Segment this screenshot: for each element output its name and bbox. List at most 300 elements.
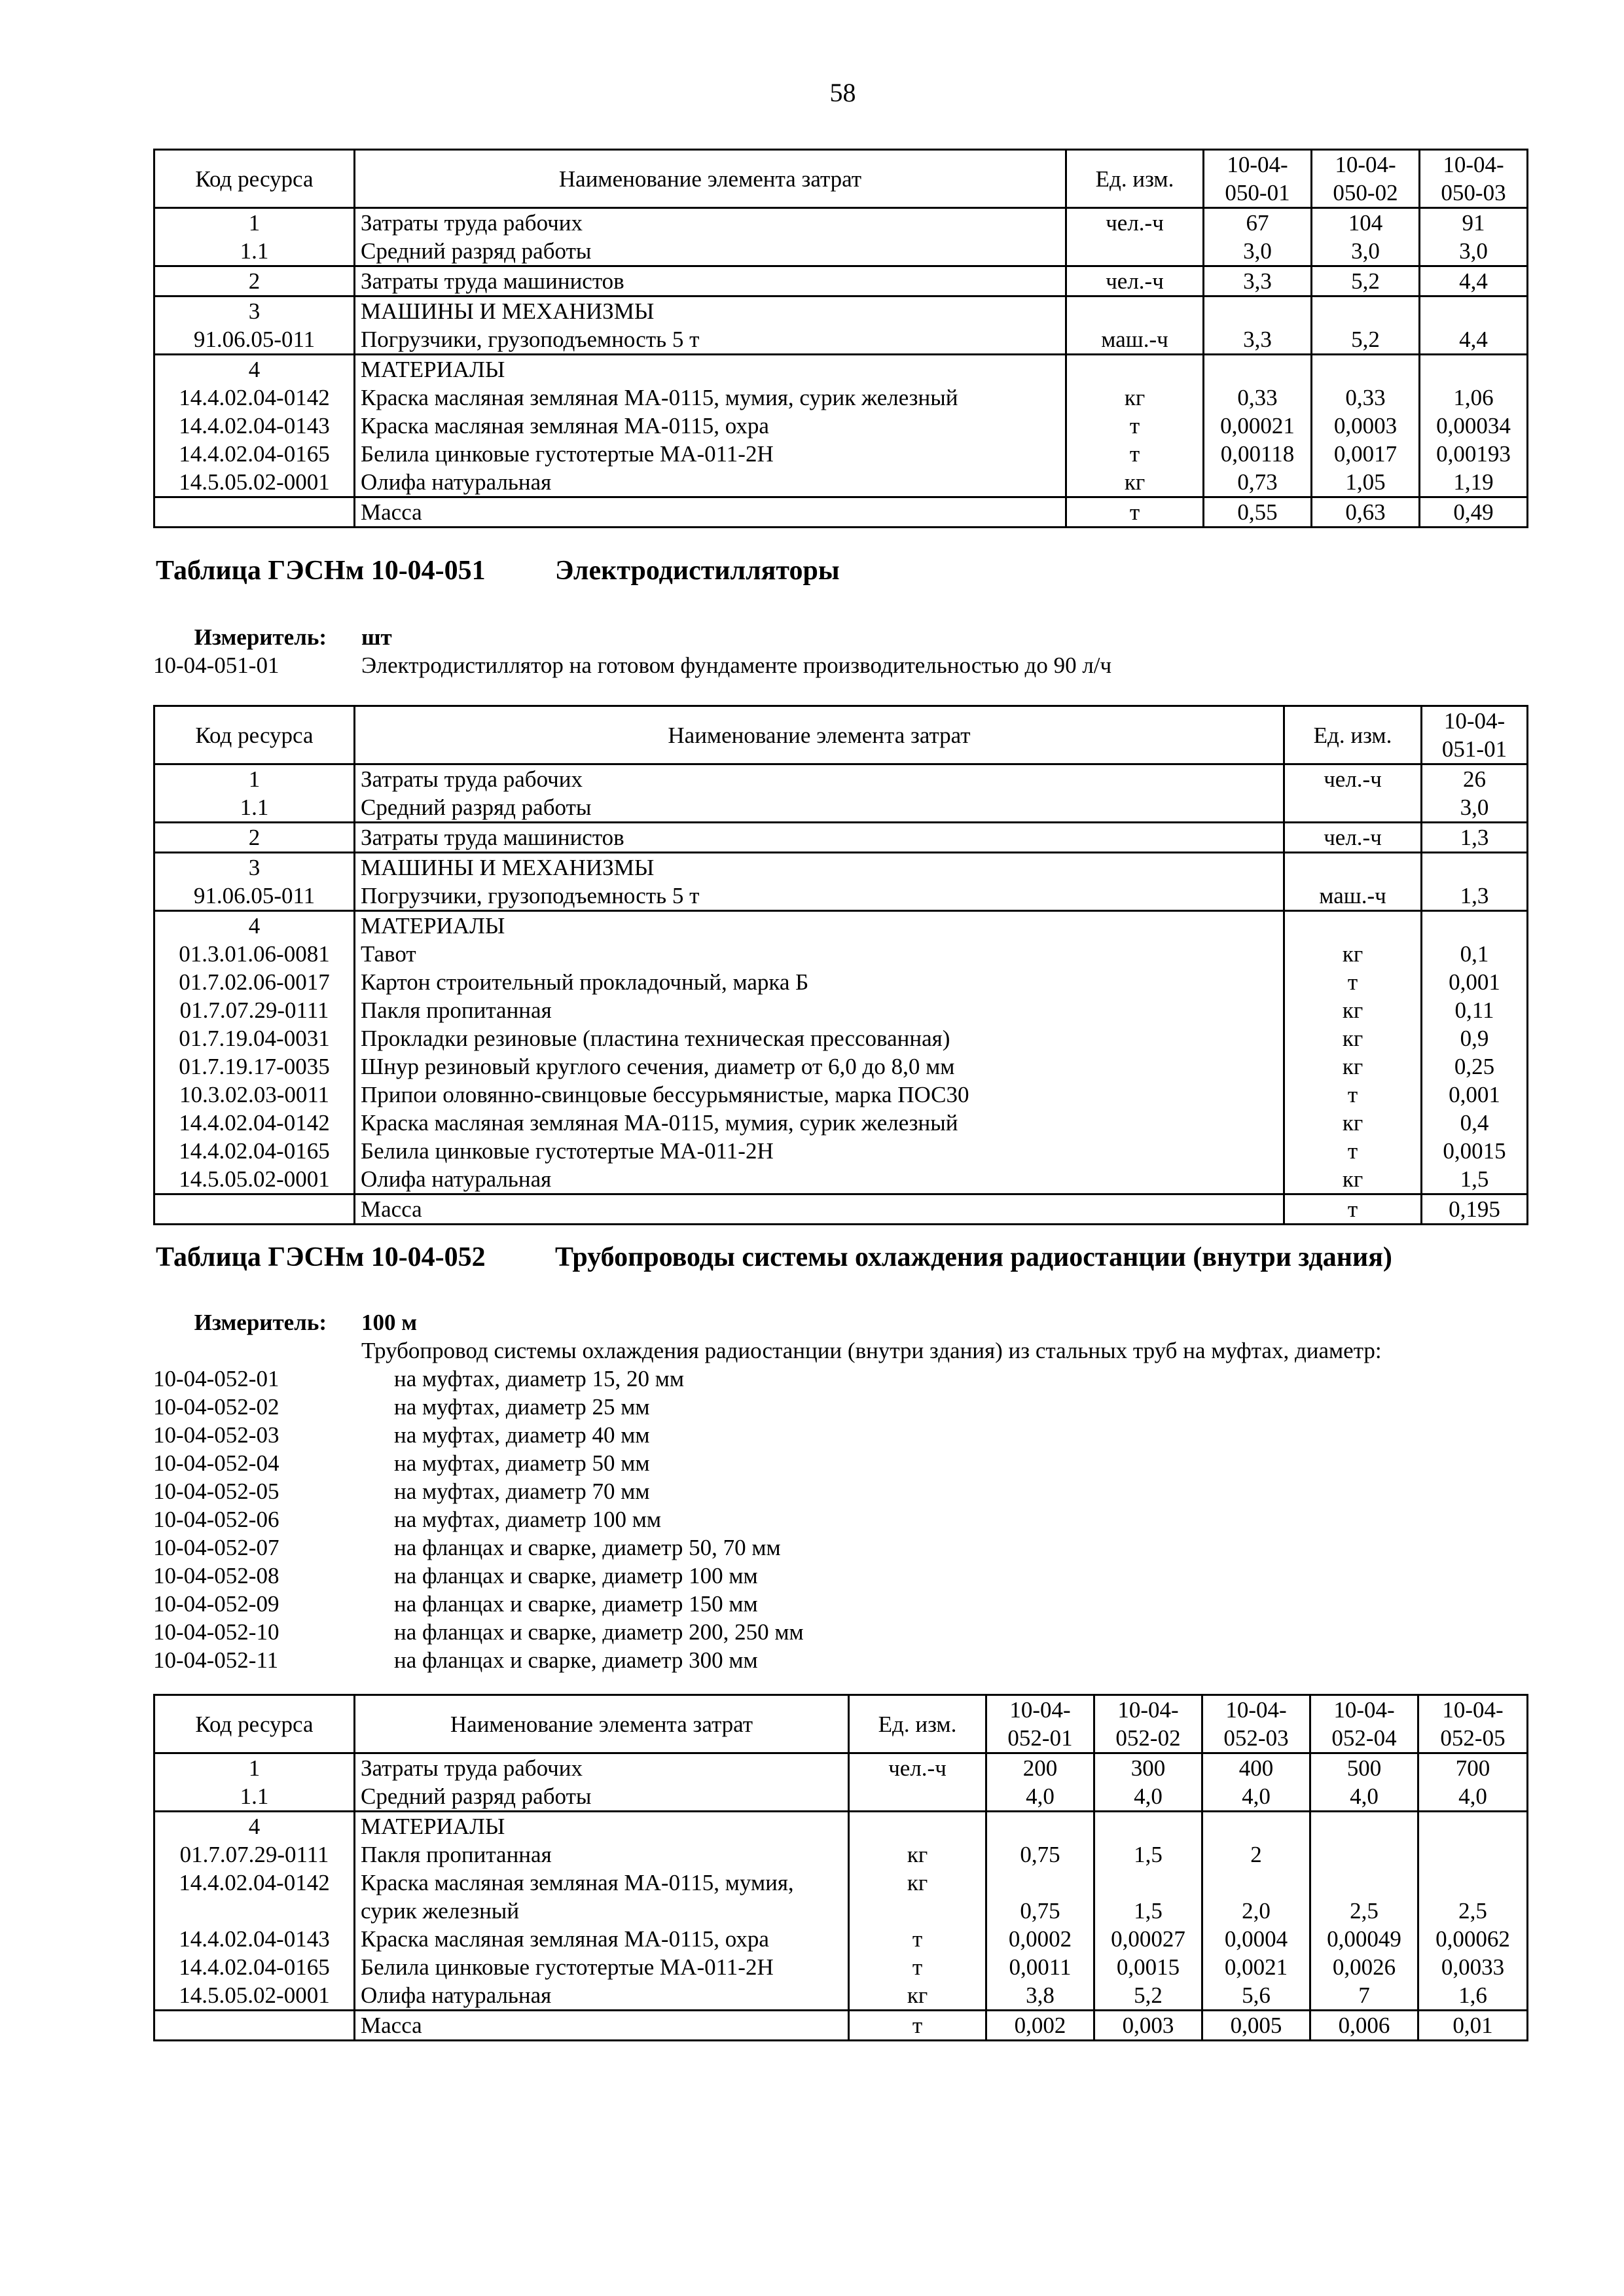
resource-code: 01.7.07.29-0111 [154,996,355,1024]
resource-value: 3,0 [1312,237,1420,266]
item-text: на фланцах и сварке, диаметр 200, 250 мм [394,1619,804,1645]
resource-unit [1066,237,1204,266]
resource-code: 14.5.05.02-0001 [154,1165,355,1194]
resource-value: 500 [1310,1753,1418,1783]
resource-unit: т [1066,440,1204,468]
header-col-10-04-050-01: 10-04- 050-01 [1204,150,1312,208]
resource-value: 0,63 [1312,497,1420,528]
resource-value: 0,0004 [1202,1925,1310,1953]
table-header-row [154,1695,1528,1753]
resource-unit: кг [1284,1109,1422,1137]
resource-value: 4,4 [1420,325,1528,355]
resource-value: 5,6 [1202,1981,1310,2011]
resource-value [986,1812,1094,1841]
resource-value: 0,49 [1420,497,1528,528]
resource-value: 67 [1204,208,1312,238]
resource-value: 2,0 [1202,1869,1310,1925]
resource-unit: т [1284,1137,1422,1165]
resource-value: 0,73 [1204,468,1312,497]
list-item [153,1393,1382,1421]
resource-value: 0,1 [1422,940,1528,968]
meter-label: Измеритель: [194,1310,327,1335]
resource-value: 3,8 [986,1981,1094,2011]
resource-value: 0,75 [986,1869,1094,1925]
resource-name: Припои оловянно-свинцовые бессурьмянистые, марка ПОС30 [355,1081,1284,1109]
resource-value: 0,006 [1310,2011,1418,2041]
resource-value [1094,1812,1202,1841]
item-code: 10-04-052-04 [153,1450,280,1476]
table-row [154,968,1528,996]
resource-code: 4 [154,911,355,941]
resource-code: 91.06.05-011 [154,882,355,911]
table-row [154,1840,1528,1869]
table-row [154,468,1528,497]
table-row [154,911,1528,941]
resource-value [1418,1812,1528,1841]
table-row [154,412,1528,440]
resource-value: 1,5 [1094,1840,1202,1869]
resource-value: 0,4 [1422,1109,1528,1137]
resource-name: МАТЕРИАЛЫ [355,1812,849,1841]
resource-code: 4 [154,355,355,384]
resource-name: МАТЕРИАЛЫ [355,911,1284,941]
resource-value: 2,5 [1418,1869,1528,1925]
resource-name: Затраты труда рабочих [355,1753,849,1783]
table-row [154,1024,1528,1052]
item-code: 10-04-052-02 [153,1394,280,1420]
resource-value: 7 [1310,1981,1418,2011]
resource-code: 14.4.02.04-0143 [154,1925,355,1953]
resource-code: 01.7.07.29-0111 [154,1840,355,1869]
resource-value: 0,0026 [1310,1953,1418,1981]
resource-name: Пакля пропитанная [355,996,1284,1024]
resource-name: Шнур резиновый круглого сечения, диаметр от 6,0 до 8,0 мм [355,1052,1284,1081]
resource-value: 5,2 [1094,1981,1202,2011]
item-code: 10-04-052-07 [153,1535,280,1560]
resource-name: Краска масляная земляная МА-0115, мумия, сурик железный [355,384,1066,412]
resource-name: Олифа натуральная [355,1165,1284,1194]
header-col-10-04-052-05: 10-04- 052-05 [1418,1695,1528,1753]
resource-value: 0,00062 [1418,1925,1528,1953]
resource-name: Средний разряд работы [355,793,1284,823]
resource-name: Пакля пропитанная [355,1840,849,1869]
meter-value: 100 м [361,1310,418,1335]
header-unit: Ед. изм. [1066,150,1204,208]
list-item [153,1590,1382,1618]
resource-value [1422,853,1528,882]
resource-unit [1066,296,1204,326]
resource-code: 14.4.02.04-0143 [154,412,355,440]
item-code: 10-04-052-08 [153,1563,280,1588]
meter-description: Трубопровод системы охлаждения радиостанции (внутри здания) из стальных труб на муфтах, диаметр: [361,1338,1382,1363]
resource-value: 0,00118 [1204,440,1312,468]
list-item [153,1534,1382,1562]
resource-value: 1,3 [1422,823,1528,853]
table-number: Таблица ГЭСНм 10-04-051 [156,556,486,586]
table-row [154,208,1528,238]
header-col-10-04-052-03: 10-04- 052-03 [1202,1695,1310,1753]
resource-unit: маш.-ч [1284,882,1422,911]
resource-value: 3,3 [1204,266,1312,296]
resource-name: Картон строительный прокладочный, марка Б [355,968,1284,996]
resource-value: 0,75 [986,1840,1094,1869]
item-text: на фланцах и сварке, диаметр 50, 70 мм [394,1535,781,1560]
item-text: на муфтах, диаметр 15, 20 мм [394,1366,685,1391]
table-number: Таблица ГЭСНм 10-04-052 [156,1242,486,1272]
resource-name: Олифа натуральная [355,468,1066,497]
resource-code: 91.06.05-011 [154,325,355,355]
resource-code [154,2011,355,2041]
resource-value: 0,01 [1418,2011,1528,2041]
header-code: Код ресурса [154,1695,355,1753]
resource-value: 0,00193 [1420,440,1528,468]
header-col-10-04-052-04: 10-04- 052-04 [1310,1695,1418,1753]
resource-code: 01.7.19.17-0035 [154,1052,355,1081]
page-number: 58 [829,78,856,107]
table-row [154,1081,1528,1109]
resource-code: 14.4.02.04-0165 [154,1953,355,1981]
resource-name: МАШИНЫ И МЕХАНИЗМЫ [355,296,1066,326]
table-row [154,853,1528,882]
resource-unit: т [849,2011,986,2041]
resource-unit: т [1284,968,1422,996]
resource-value: 4,4 [1420,266,1528,296]
resource-value: 0,11 [1422,996,1528,1024]
resource-code: 14.5.05.02-0001 [154,1981,355,2011]
resource-code: 14.4.02.04-0165 [154,440,355,468]
table-row [154,384,1528,412]
resource-value: 0,00021 [1204,412,1312,440]
resource-value [1422,911,1528,941]
resource-value: 4,0 [986,1782,1094,1812]
table-row [154,996,1528,1024]
resource-name: Погрузчики, грузоподъемность 5 т [355,325,1066,355]
header-name: Наименование элемента затрат [355,1695,849,1753]
resource-code: 2 [154,823,355,853]
list-item [153,1505,1382,1534]
resource-value: 104 [1312,208,1420,238]
resource-name: МАШИНЫ И МЕХАНИЗМЫ [355,853,1284,882]
item-text: на фланцах и сварке, диаметр 100 мм [394,1563,758,1588]
resource-value: 0,0011 [986,1953,1094,1981]
resource-unit: кг [1284,996,1422,1024]
table-row [154,1194,1528,1225]
resource-name: Средний разряд работы [355,1782,849,1812]
resource-value: 0,0002 [986,1925,1094,1953]
header-code: Код ресурса [154,706,355,764]
resource-value [1204,355,1312,384]
resource-code: 01.3.01.06-0081 [154,940,355,968]
list-item: 10-04-051-01 Электродистиллятор на готовом фундаменте производительностью до 90 л/ч [153,653,1112,678]
item-code: 10-04-052-06 [153,1507,280,1532]
resource-code: 4 [154,1812,355,1841]
resource-value: 0,25 [1422,1052,1528,1081]
resource-value: 0,00049 [1310,1925,1418,1953]
header-code: Код ресурса [154,150,355,208]
resource-value: 1,5 [1094,1869,1202,1925]
list-item [153,1646,1382,1674]
resource-name: Масса [355,497,1066,528]
resource-code [154,497,355,528]
resource-unit [1284,853,1422,882]
table-header-row [154,706,1528,764]
item-text: на фланцах и сварке, диаметр 150 мм [394,1591,758,1617]
table-row [154,1981,1528,2011]
resource-value: 4,0 [1418,1782,1528,1812]
resource-unit: т [849,1925,986,1953]
resource-unit: кг [1284,1024,1422,1052]
resource-value: 2,5 [1310,1869,1418,1925]
resource-value: 0,0003 [1312,412,1420,440]
list-item [153,1421,1382,1449]
resource-code: 01.7.19.04-0031 [154,1024,355,1052]
resource-code: 14.5.05.02-0001 [154,468,355,497]
resource-value [1202,1812,1310,1841]
resource-value: 300 [1094,1753,1202,1783]
resource-code: 3 [154,853,355,882]
resource-value: 26 [1422,764,1528,794]
resource-value [1418,1840,1528,1869]
resource-name: Белила цинковые густотертые МА-011-2Н [355,440,1066,468]
resource-value: 1,6 [1418,1981,1528,2011]
table-row [154,296,1528,326]
resource-value [1310,1840,1418,1869]
resource-value: 1,06 [1420,384,1528,412]
table-row [154,325,1528,355]
resource-unit: т [1284,1081,1422,1109]
resource-code: 1 [154,764,355,794]
resource-value [1204,296,1312,326]
table-row [154,1925,1528,1953]
table-row [154,237,1528,266]
resource-code: 1 [154,208,355,238]
resource-value: 0,0017 [1312,440,1420,468]
resource-code: 2 [154,266,355,296]
table-row [154,266,1528,296]
item-text: на муфтах, диаметр 40 мм [394,1422,650,1448]
table-row [154,793,1528,823]
resource-value: 0,00027 [1094,1925,1202,1953]
item-code: 10-04-052-05 [153,1479,280,1504]
resource-name: Прокладки резиновые (пластина техническая прессованная) [355,1024,1284,1052]
resource-name: Белила цинковые густотертые МА-011-2Н [355,1953,849,1981]
table-row [154,1782,1528,1812]
resource-value: 5,2 [1312,325,1420,355]
resource-name: Масса [355,2011,849,2041]
resource-unit [1066,355,1204,384]
resource-table-10-04-050 [153,149,1528,528]
resource-value: 5,2 [1312,266,1420,296]
resource-name: Затраты труда рабочих [355,764,1284,794]
table-row [154,497,1528,528]
resource-value: 0,002 [986,2011,1094,2041]
resource-unit: кг [1066,384,1204,412]
resource-unit: кг [1284,1052,1422,1081]
resource-name: Затраты труда машинистов [355,823,1284,853]
header-col-10-04-050-03: 10-04- 050-03 [1420,150,1528,208]
resource-name: Краска масляная земляная МА-0115, охра [355,1925,849,1953]
header-name: Наименование элемента затрат [355,706,1284,764]
item-text: на муфтах, диаметр 70 мм [394,1479,650,1504]
resource-value [1420,296,1528,326]
meter-value: шт [361,624,392,650]
resource-unit [849,1782,986,1812]
resource-code: 1 [154,1753,355,1783]
resource-value: 0,0033 [1418,1953,1528,1981]
header-unit: Ед. изм. [1284,706,1422,764]
list-item [153,1618,1382,1646]
resource-value: 700 [1418,1753,1528,1783]
resource-value [1310,1812,1418,1841]
resource-value: 0,55 [1204,497,1312,528]
table-header-row [154,150,1528,208]
resource-name: Средний разряд работы [355,237,1066,266]
table-title: Трубопроводы системы охлаждения радиостанции (внутри здания) [555,1242,1392,1272]
item-code: 10-04-052-09 [153,1591,280,1617]
resource-value: 0,195 [1422,1194,1528,1225]
resource-name: Масса [355,1194,1284,1225]
resource-value: 2 [1202,1840,1310,1869]
resource-unit: т [1066,412,1204,440]
resource-code: 14.4.02.04-0142 [154,1109,355,1137]
resource-unit: чел.-ч [1284,764,1422,794]
resource-value: 4,0 [1094,1782,1202,1812]
resource-code: 14.4.02.04-0142 [154,384,355,412]
resource-value: 1,19 [1420,468,1528,497]
table-row [154,440,1528,468]
table-heading-10-04-051 [156,557,840,585]
header-name: Наименование элемента затрат [355,150,1066,208]
resource-code: 10.3.02.03-0011 [154,1081,355,1109]
resource-value: 4,0 [1202,1782,1310,1812]
resource-code: 1.1 [154,237,355,266]
header-col-10-04-052-01: 10-04- 052-01 [986,1695,1094,1753]
resource-name: Краска масляная земляная МА-0115, мумия, сурик железный [355,1109,1284,1137]
table-row [154,764,1528,794]
list-item [153,1477,1382,1505]
item-code: 10-04-052-10 [153,1619,280,1645]
resource-value: 1,3 [1422,882,1528,911]
item-code: 10-04-052-03 [153,1422,280,1448]
header-unit: Ед. изм. [849,1695,986,1753]
resource-value: 3,0 [1420,237,1528,266]
resource-value [1312,355,1420,384]
resource-value: 91 [1420,208,1528,238]
meter-label: Измеритель: [194,624,327,650]
resource-value: 200 [986,1753,1094,1783]
resource-value: 0,003 [1094,2011,1202,2041]
resource-value: 0,001 [1422,968,1528,996]
table-row [154,940,1528,968]
resource-unit: т [1066,497,1204,528]
resource-unit: чел.-ч [849,1753,986,1783]
resource-value [1420,355,1528,384]
resource-value: 0,9 [1422,1024,1528,1052]
meter-block-10-04-051 [153,623,1111,679]
table-row [154,1953,1528,1981]
resource-value: 0,0015 [1094,1953,1202,1981]
resource-value [1312,296,1420,326]
resource-name: Погрузчики, грузоподъемность 5 т [355,882,1284,911]
item-text: на муфтах, диаметр 25 мм [394,1394,650,1420]
resource-code: 1.1 [154,1782,355,1812]
resource-unit: т [849,1953,986,1981]
table-row [154,1812,1528,1841]
resource-value: 400 [1202,1753,1310,1783]
header-col-10-04-050-02: 10-04- 050-02 [1312,150,1420,208]
resource-value: 3,0 [1204,237,1312,266]
table-row [154,1165,1528,1194]
resource-value: 4,0 [1310,1782,1418,1812]
resource-name: Затраты труда машинистов [355,266,1066,296]
resource-unit: кг [849,1981,986,2011]
resource-unit [849,1812,986,1841]
table-row [154,1052,1528,1081]
resource-name: Затраты труда рабочих [355,208,1066,238]
resource-unit: кг [1284,1165,1422,1194]
resource-unit: кг [849,1869,986,1925]
list-item [153,1365,1382,1393]
item-code: 10-04-052-01 [153,1366,280,1391]
resource-name: Краска масляная земляная МА-0115, мумия, сурик железный [355,1869,849,1925]
resource-value: 0,00034 [1420,412,1528,440]
resource-value: 3,3 [1204,325,1312,355]
resource-code: 3 [154,296,355,326]
resource-name: Краска масляная земляная МА-0115, охра [355,412,1066,440]
table-row [154,1869,1528,1925]
resource-value: 0,33 [1204,384,1312,412]
resource-unit: кг [1284,940,1422,968]
resource-table-10-04-051 [153,705,1528,1225]
resource-value: 0,33 [1312,384,1420,412]
resource-name: Тавот [355,940,1284,968]
table-heading-10-04-052 [156,1244,1392,1272]
item-text: на муфтах, диаметр 50 мм [394,1450,650,1476]
resource-unit: кг [849,1840,986,1869]
table-row [154,355,1528,384]
table-row [154,882,1528,911]
table-row [154,823,1528,853]
item-code: 10-04-052-11 [153,1647,279,1673]
table-row [154,1753,1528,1783]
resource-unit: чел.-ч [1066,208,1204,238]
resource-value: 0,0015 [1422,1137,1528,1165]
resource-value: 1,05 [1312,468,1420,497]
resource-unit: т [1284,1194,1422,1225]
meter-block-10-04-052 [153,1308,1382,1674]
item-text: на муфтах, диаметр 100 мм [394,1507,662,1532]
table-row [154,1109,1528,1137]
resource-value: 0,001 [1422,1081,1528,1109]
resource-table-10-04-052 [153,1694,1528,2041]
item-text: на фланцах и сварке, диаметр 300 мм [394,1647,758,1673]
resource-code: 14.4.02.04-0142 [154,1869,355,1925]
resource-unit: чел.-ч [1066,266,1204,296]
resource-unit: маш.-ч [1066,325,1204,355]
header-col-10-04-052-02: 10-04- 052-02 [1094,1695,1202,1753]
resource-value: 3,0 [1422,793,1528,823]
resource-value: 0,005 [1202,2011,1310,2041]
resource-code: 1.1 [154,793,355,823]
resource-code: 01.7.02.06-0017 [154,968,355,996]
table-row [154,1137,1528,1165]
resource-name: Белила цинковые густотертые МА-011-2Н [355,1137,1284,1165]
list-item [153,1449,1382,1477]
resource-name: Олифа натуральная [355,1981,849,2011]
list-item [153,1562,1382,1590]
resource-name: МАТЕРИАЛЫ [355,355,1066,384]
table-row [154,2011,1528,2041]
